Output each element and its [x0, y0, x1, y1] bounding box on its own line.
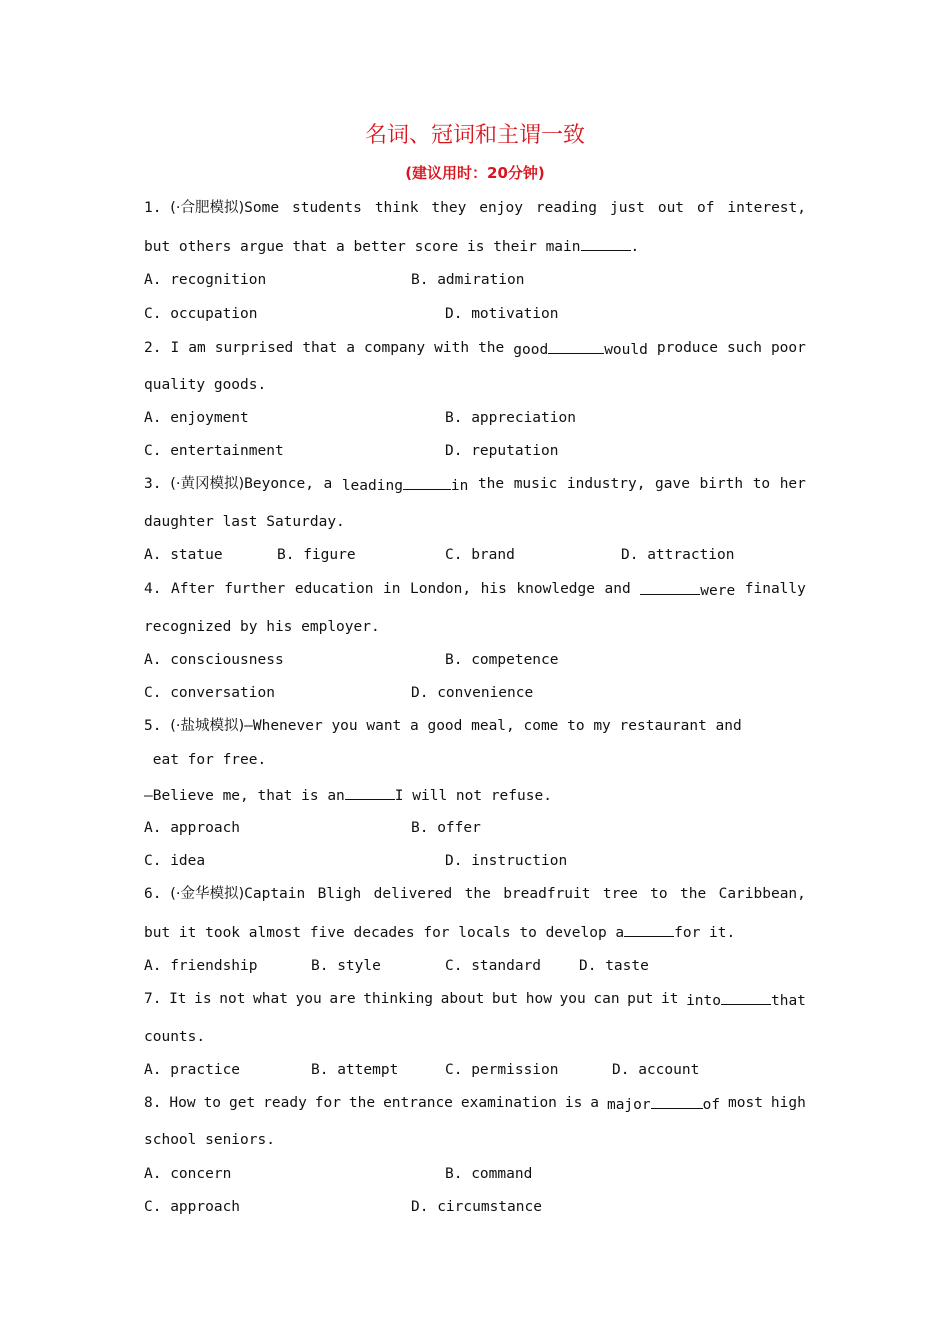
- question-5-option-d[interactable]: D. instruction: [445, 853, 568, 869]
- question-1-option-c[interactable]: C. occupation: [144, 306, 258, 322]
- question-2-option-a[interactable]: A. enjoyment: [144, 410, 249, 426]
- question-3-source-tag: (·黄冈模拟): [170, 476, 245, 492]
- answer-blank[interactable]: [548, 338, 604, 354]
- answer-blank[interactable]: [581, 235, 631, 251]
- question-3-option-d[interactable]: D. attraction: [621, 547, 735, 563]
- question-6-option-a[interactable]: A. friendship: [144, 958, 258, 974]
- question-4-option-d[interactable]: D. convenience: [411, 685, 534, 701]
- answer-blank[interactable]: [651, 1093, 703, 1109]
- question-2-option-b[interactable]: B. appreciation: [445, 410, 576, 426]
- question-5-source-tag: (·盐城模拟): [170, 718, 245, 734]
- question-3-option-a[interactable]: A. statue: [144, 547, 223, 563]
- question-3-option-c[interactable]: C. brand: [445, 547, 515, 563]
- question-5-option-c[interactable]: C. idea: [144, 853, 206, 869]
- question-2-line-1: 2. I am surprised that a company with the good would produce such poor: [144, 340, 806, 358]
- question-7-option-c[interactable]: C. permission: [445, 1062, 559, 1078]
- answer-blank[interactable]: [624, 921, 674, 937]
- question-5-line-1: 5. (·盐城模拟)—Whenever you want a good meal, come to my restaurant and: [144, 718, 742, 734]
- question-3-line-1: 3. (·黄冈模拟)Beyonce, a leading in the music industry, gave birth to her: [144, 476, 806, 494]
- answer-blank[interactable]: [640, 579, 700, 595]
- question-6-line-1: 6. (·金华模拟)Captain Bligh delivered the breadfruit tree to the Caribbean,: [144, 886, 806, 902]
- question-1-option-b[interactable]: B. admiration: [411, 272, 525, 288]
- question-2-option-d[interactable]: D. reputation: [445, 443, 559, 459]
- question-1-line-2: but others argue that a better score is their main .: [144, 235, 639, 257]
- question-7-line-1: 7. It is not what you are thinking about but how you can put it into that: [144, 991, 806, 1009]
- question-8-line-2: school seniors.: [144, 1132, 275, 1148]
- question-1-option-a[interactable]: A. recognition: [144, 272, 267, 288]
- question-5-line-3: —Believe me, that is an I will not refuse.: [144, 784, 552, 806]
- question-1-source-tag: (·合肥模拟): [170, 200, 245, 216]
- question-3-line-2: daughter last Saturday.: [144, 514, 345, 530]
- question-6-option-d[interactable]: D. taste: [579, 958, 649, 974]
- question-1-line-1: 1. (·合肥模拟)Some students think they enjoy reading just out of interest,: [144, 200, 806, 216]
- question-8-option-d[interactable]: D. circumstance: [411, 1199, 542, 1215]
- question-7-option-a[interactable]: A. practice: [144, 1062, 241, 1078]
- question-3-option-b[interactable]: B. figure: [277, 547, 356, 563]
- question-8-line-1: 8. How to get ready for the entrance examination is a major of most high: [144, 1095, 806, 1113]
- question-8-option-c[interactable]: C. approach: [144, 1199, 241, 1215]
- suggested-time: (建议用时：20分钟): [405, 164, 545, 182]
- question-2-option-c[interactable]: C. entertainment: [144, 443, 284, 459]
- question-8-option-a[interactable]: A. concern: [144, 1166, 232, 1182]
- question-1-option-d[interactable]: D. motivation: [445, 306, 559, 322]
- question-8-option-b[interactable]: B. command: [445, 1166, 533, 1182]
- question-4-option-b[interactable]: B. competence: [445, 652, 559, 668]
- question-4-option-c[interactable]: C. conversation: [144, 685, 275, 701]
- answer-blank[interactable]: [345, 784, 395, 800]
- question-1-lead: 1. (·合肥模拟)Some: [144, 200, 280, 216]
- question-6-option-b[interactable]: B. style: [311, 958, 381, 974]
- page-title: 名词、冠词和主谓一致: [364, 123, 585, 148]
- answer-blank[interactable]: [403, 474, 451, 490]
- question-5-option-a[interactable]: A. approach: [144, 820, 241, 836]
- question-4-line-2: recognized by his employer.: [144, 619, 380, 635]
- question-4-line-1: 4. After further education in London, his knowledge and were finally: [144, 581, 806, 599]
- question-4-option-a[interactable]: A. consciousness: [144, 652, 284, 668]
- question-2-line-2: quality goods.: [144, 377, 267, 393]
- question-7-option-d[interactable]: D. account: [612, 1062, 700, 1078]
- question-6-source-tag: (·金华模拟): [170, 886, 245, 902]
- question-7-line-2: counts.: [144, 1029, 206, 1045]
- answer-blank[interactable]: [721, 989, 771, 1005]
- question-6-option-c[interactable]: C. standard: [445, 958, 542, 974]
- question-5-option-b[interactable]: B. offer: [411, 820, 481, 836]
- question-7-option-b[interactable]: B. attempt: [311, 1062, 399, 1078]
- question-5-line-2: eat for free.: [144, 752, 267, 768]
- question-6-line-2: but it took almost five decades for locals to develop a for it.: [144, 921, 735, 943]
